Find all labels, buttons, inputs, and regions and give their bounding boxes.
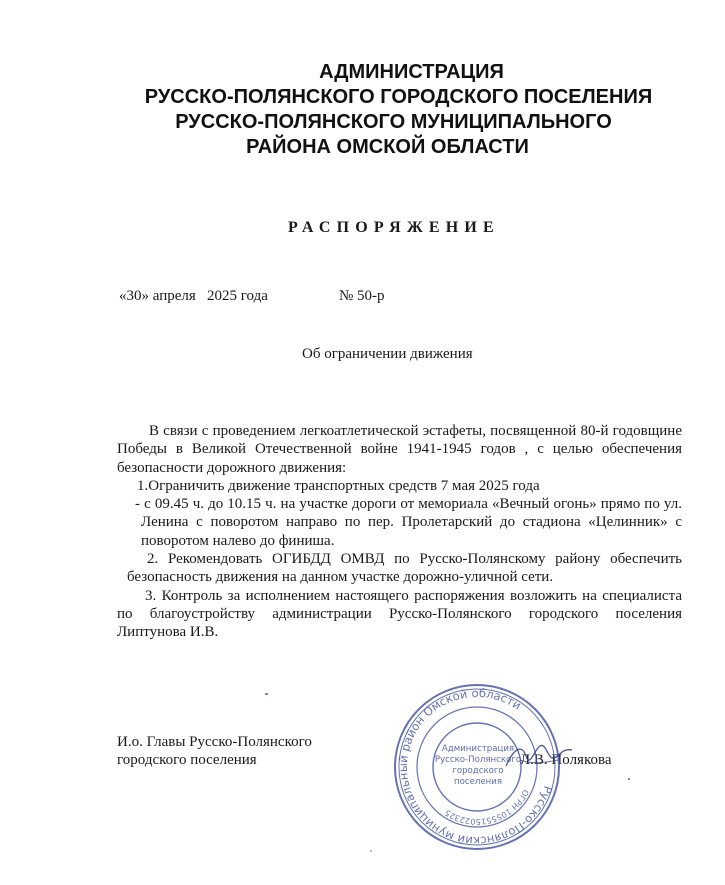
- item-1-heading: 1.Ограничить движение транспортных средств 7 мая 2025 года: [137, 477, 540, 494]
- header-line-3: РУССКО-ПОЛЯНСКОГО МУНИЦИПАЛЬНОГО: [175, 111, 612, 133]
- seal-ring-text: Русско-Полянский муниципальный район Омской области: [395, 685, 556, 849]
- document-title: РАСПОРЯЖЕНИЕ: [288, 219, 500, 236]
- handwritten-signature: [500, 730, 580, 780]
- ink-speck: [628, 778, 630, 780]
- header-line-4: РАЙОНА ОМСКОЙ ОБЛАСТИ: [246, 136, 529, 158]
- scan-speck: [370, 850, 372, 852]
- signatory-position-line-2: городского поселения: [117, 752, 257, 768]
- seal-center-line-3: городского: [452, 766, 504, 776]
- signatory-name: Л.В. Полякова: [520, 752, 612, 768]
- seal-center-line-1: Администрация: [441, 744, 515, 754]
- seal-center-line-4: поселения: [453, 777, 503, 787]
- document-body: [117, 422, 682, 642]
- item-2-paragraph: 2. Рекомендовать ОГИБДД ОМВД по Русско-Полянскому району обеспечить безопасность движения на данном участке дорожно-уличной сети.: [127, 551, 682, 586]
- signatory-position: [117, 733, 312, 769]
- seal-center-line-2: Русско-Полянского: [434, 755, 522, 765]
- seal-ogrn-text: ОГРН 1055515022325: [443, 788, 531, 827]
- item-1-body: - с 09.45 ч. до 10.15 ч. на участке дороги от мемориала «Вечный огонь» прямо по ул. Ленина с поворотом направо по пер. Пролетарский до стадиона «Целинник» с поворотом налево до финиша.: [135, 496, 682, 549]
- header-line-1: АДМИНИСТРАЦИЯ: [319, 61, 504, 83]
- document-date: «30» апреля 2025 года: [119, 288, 268, 304]
- item-3-paragraph: 3. Контроль за исполнением настоящего распоряжения возложить на специалиста по благоустройству администрации Русско-Полянского городского поселения Липтунова И.В.: [117, 587, 682, 641]
- header-line-2: РУССКО-ПОЛЯНСКОГО ГОРОДСКОГО ПОСЕЛЕНИЯ: [144, 86, 653, 108]
- ink-speck: [265, 693, 268, 695]
- intro-paragraph: В связи с проведением легкоатлетической эстафеты, посвященной 80-й годовщине Победы в Великой Отечественной войне 1941-1945 годов , с целью обеспечения безопасности дорожного движения:: [117, 423, 682, 476]
- document-subject: Об ограничении движения: [302, 346, 473, 362]
- organization-header: [0, 60, 725, 160]
- document-number: № 50-р: [339, 288, 385, 304]
- signatory-position-line-1: И.о. Главы Русско-Полянского: [117, 734, 312, 750]
